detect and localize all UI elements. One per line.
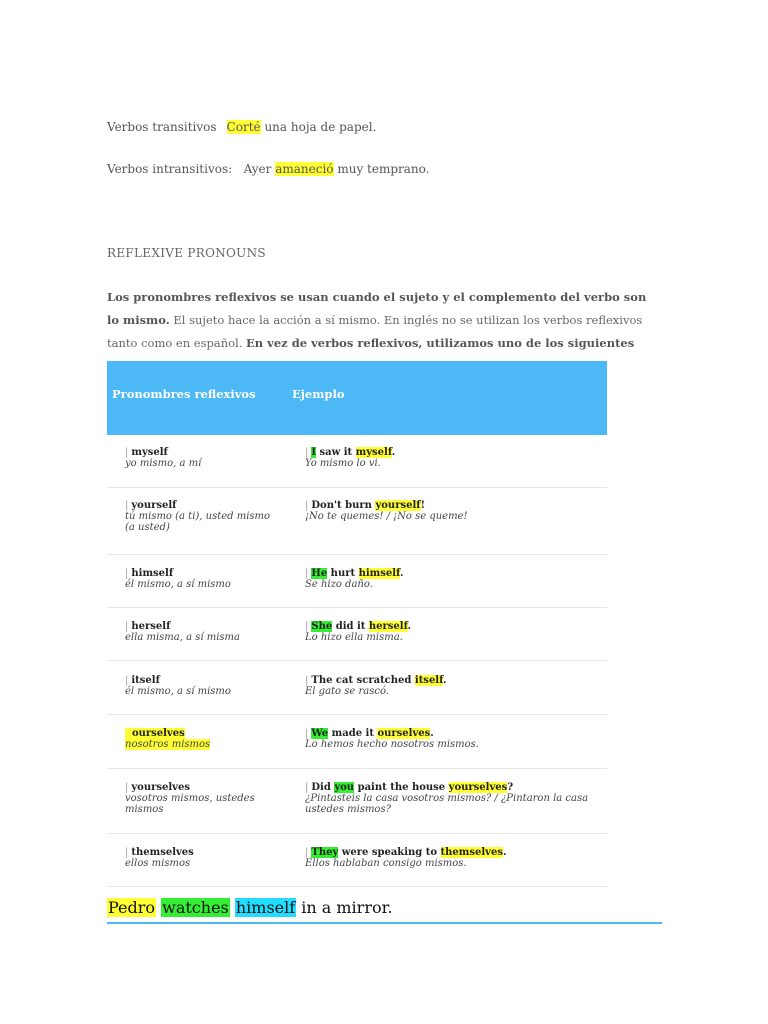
intransitive-label: Verbos intransitivos: Ayer <box>107 162 276 176</box>
table-body <box>107 435 607 887</box>
example-cell <box>305 500 605 522</box>
highlight-amanecio: amaneció <box>275 162 334 176</box>
pronoun-english: | herself <box>125 621 171 632</box>
word-himself: himself <box>235 898 296 917</box>
example-english: | We made it ourselves. <box>305 728 434 739</box>
table-row <box>107 555 607 608</box>
pronoun-english: | itself <box>125 675 160 686</box>
section-heading: REFLEXIVE PRONOUNS <box>107 246 266 260</box>
table-row <box>107 769 607 834</box>
pronoun-spanish: tú mismo (a ti), usted mismo (a usted) <box>125 511 271 533</box>
table-row <box>107 488 607 555</box>
table-row <box>107 608 607 661</box>
pronoun-cell <box>125 782 275 815</box>
pronoun-cell <box>125 447 275 469</box>
intransitive-line <box>107 162 429 176</box>
table-row <box>107 435 607 488</box>
pronoun-english: | yourself <box>125 500 177 511</box>
pronoun-english: | himself <box>125 568 174 579</box>
example-spanish: Ellos hablaban consigo mismos. <box>305 858 467 869</box>
example-spanish: Lo hizo ella misma. <box>305 632 403 643</box>
pronoun-spanish: vosotros mismos, ustedes mismos <box>125 793 255 815</box>
transitive-label: Verbos transitivos <box>107 120 217 134</box>
example-cell <box>305 782 605 815</box>
transitive-rest: una hoja de papel. <box>260 120 377 134</box>
table-row <box>107 661 607 715</box>
pronoun-spanish: nosotros mismos <box>125 739 211 750</box>
pronoun-spanish: ellos mismos <box>125 858 191 869</box>
pronoun-spanish: ella misma, a sí misma <box>125 632 240 643</box>
example-cell <box>305 568 605 590</box>
example-spanish: Lo hemos hecho nosotros mismos. <box>305 739 479 750</box>
example-cell <box>305 447 605 469</box>
example-english: | Did you paint the house yourselves? <box>305 782 514 793</box>
pronoun-table <box>107 361 607 887</box>
example-cell <box>305 675 605 697</box>
example-english: | He hurt himself. <box>305 568 404 579</box>
col-header-example: Ejemplo <box>292 387 345 401</box>
example-cell <box>305 728 605 750</box>
table-header <box>107 361 607 435</box>
example-spanish: El gato se rascó. <box>305 686 389 697</box>
para-bold-2: En vez de verbos reflexivos, utilizamos uno de los siguientes <box>246 336 635 350</box>
pronoun-english: | myself <box>125 447 168 458</box>
para-text-1: El sujeto hace la acción a sí mismo. En inglés no se utilizan los verbos reflexivos tanto como en español. <box>107 313 643 350</box>
example-spanish: ¡No te quemes! / ¡No se queme! <box>305 511 468 522</box>
col-header-pronouns: Pronombres reflexivos <box>112 387 256 401</box>
transitive-line <box>107 120 376 134</box>
word-pedro: Pedro <box>108 898 156 917</box>
pronoun-english: | yourselves <box>125 782 190 793</box>
pronoun-cell <box>125 568 275 590</box>
pronoun-spanish: yo mismo, a mí <box>125 458 202 469</box>
pronoun-cell <box>125 728 275 750</box>
pronoun-spanish: él mismo, a sí mismo <box>125 686 231 697</box>
pronoun-cell <box>125 500 275 533</box>
pronoun-cell <box>125 675 275 697</box>
example-cell <box>305 847 605 869</box>
example-english: | I saw it myself. <box>305 447 396 458</box>
pronoun-english: ourselves <box>125 728 185 739</box>
pronoun-english: | themselves <box>125 847 194 858</box>
example-english: | Don't burn yourself! <box>305 500 425 511</box>
example-english: | She did it herself. <box>305 621 412 632</box>
highlight-corte: Corté <box>226 120 261 134</box>
para-bold-1: Los pronombres reflexivos se usan cuando el sujeto y el complemento del verbo son lo mismo. <box>107 290 647 327</box>
example-english: | They were speaking to themselves. <box>305 847 507 858</box>
pronoun-cell <box>125 621 275 643</box>
pronoun-cell <box>125 847 275 869</box>
table-row <box>107 834 607 887</box>
example-cell <box>305 621 605 643</box>
example-spanish: ¿Pintasteis la casa vosotros mismos? / ¿Pintaron la casa ustedes mismos? <box>305 793 589 815</box>
word-watches: watches <box>162 898 229 917</box>
intransitive-rest: muy temprano. <box>333 162 430 176</box>
divider-line <box>107 922 662 924</box>
pronoun-spanish: él mismo, a sí mismo <box>125 579 231 590</box>
table-row <box>107 715 607 769</box>
example-spanish: Se hizo daño. <box>305 579 373 590</box>
example-sentence <box>107 898 393 917</box>
sentence-rest: in a mirror. <box>296 898 393 917</box>
example-english: | The cat scratched itself. <box>305 675 447 686</box>
example-spanish: Yo mismo lo vi. <box>305 458 381 469</box>
